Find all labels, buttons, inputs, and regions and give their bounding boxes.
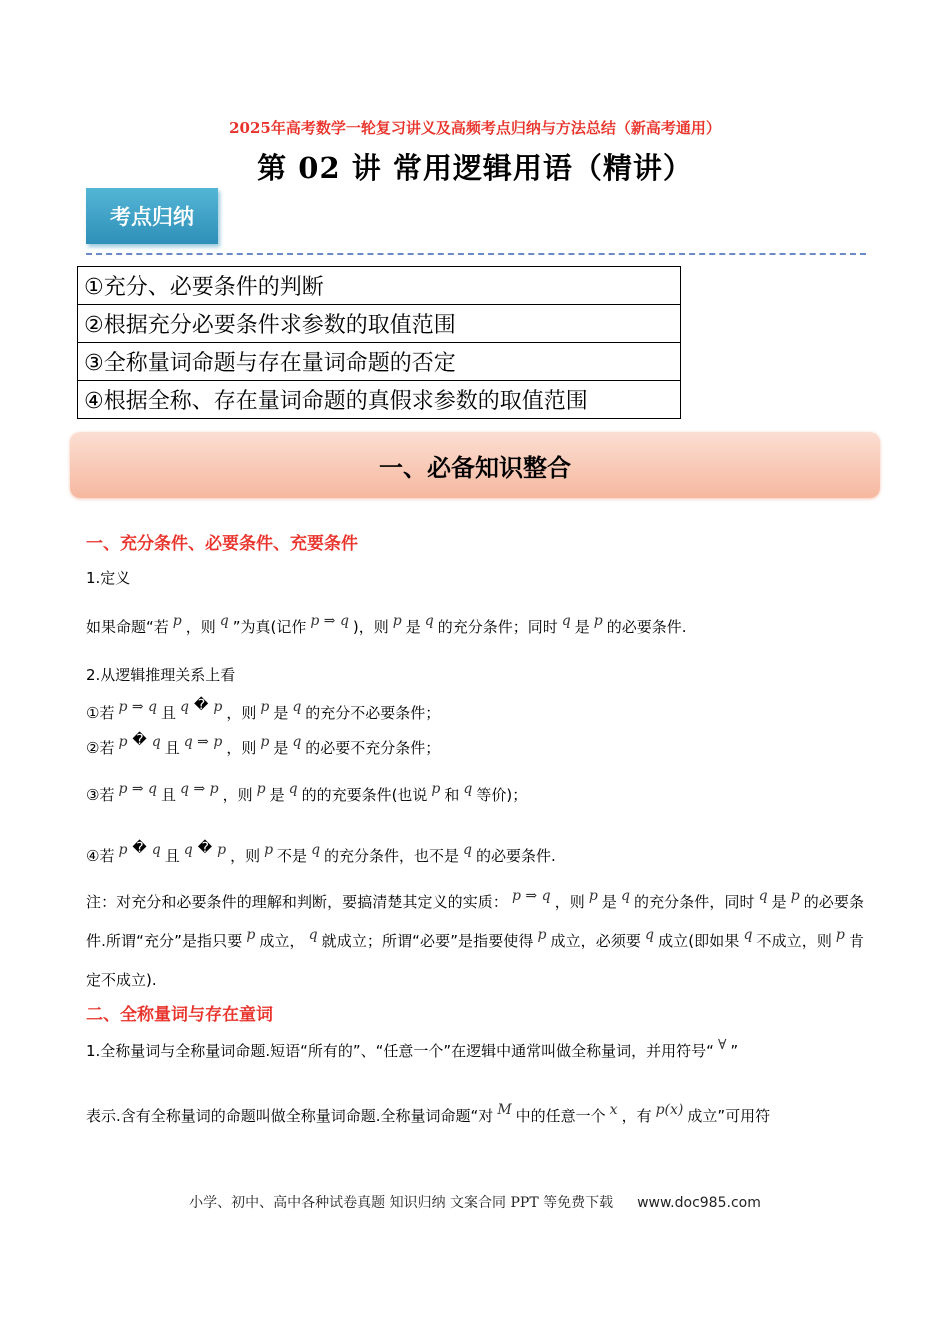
footer-link[interactable]: www.doc985.com bbox=[637, 1195, 761, 1211]
relation-item-3: ③若 p ⇒ q 且 q ⇒ p ，则 p 是 q 的的充要条件(也说 p 和 q 等价)； bbox=[86, 781, 528, 804]
topic-item-4: ④根据全称、存在量词命题的真假求参数的取值范围 bbox=[78, 381, 681, 419]
unknown-glyph: � bbox=[132, 840, 147, 856]
definition-line: 如果命题“若 p ，则 q ”为真(记作 p ⇒ q )，则 p 是 q 的充分条件；同时 q 是 p 的必要条件. bbox=[86, 613, 687, 636]
topic-item-1: ①充分、必要条件的判断 bbox=[78, 267, 681, 305]
unknown-glyph: � bbox=[197, 840, 213, 856]
forall-line-1: 1.全称量词与全称量词命题.短语“所有的”、“任意一个”在逻辑中通常叫做全称量词，并用符号“ ∀ ” bbox=[86, 1037, 739, 1060]
relation-item-2: ②若 p � q 且 q ⇒ p ，则 p 是 q 的必要不充分条件； bbox=[86, 732, 441, 757]
topic-badge: 考点归纳 bbox=[86, 188, 218, 244]
section-banner: 一、必备知识整合 bbox=[70, 432, 880, 498]
forall-line-2: 表示.含有全称量词的命题叫做全称量词命题.全称量词命题“对 M 中的任意一个 x ，有 p(x) 成立”可用符 bbox=[86, 1102, 771, 1125]
document-title: 第 02 讲 常用逻辑用语（精讲） bbox=[257, 151, 693, 185]
math-q: q bbox=[219, 613, 229, 629]
math-p: p bbox=[172, 613, 182, 629]
definition-title: 1.定义 bbox=[86, 569, 131, 587]
unknown-glyph: � bbox=[194, 697, 209, 713]
math-p-implies-q: p ⇒ q bbox=[310, 613, 349, 629]
section-heading-1: 一、充分条件、必要条件、充要条件 bbox=[86, 534, 358, 554]
unknown-glyph: � bbox=[132, 732, 147, 748]
topic-item-3: ③全称量词命题与存在量词命题的否定 bbox=[78, 343, 681, 381]
relation-item-1: ①若 p ⇒ q 且 q � p ，则 p 是 q 的充分不必要条件； bbox=[86, 697, 441, 722]
dashed-divider bbox=[86, 253, 866, 255]
note-paragraph: 注：对充分和必要条件的理解和判断，要搞清楚其定义的实质： p ⇒ q ，则 p 是 q 的充分条件，同时 q 是 p 的必要条件.所谓“充分”是指只要 p 成立， q 就成立；所谓“必要”是指要使得 p 成立，必须要 q 成立(即如果 q 不成立，则 p 肯定不成立). bbox=[86, 888, 864, 989]
forall-symbol: ∀ bbox=[717, 1037, 727, 1053]
section-heading-2: 二、全称量词与存在童词 bbox=[86, 1005, 273, 1025]
footer-text: 小学、初中、高中各种试卷真题 知识归纳 文案合同 PPT 等免费下载 bbox=[189, 1195, 614, 1211]
topics-table bbox=[77, 266, 681, 419]
relation-title: 2.从逻辑推理关系上看 bbox=[86, 666, 236, 684]
topic-item-2: ②根据充分必要条件求参数的取值范围 bbox=[78, 305, 681, 343]
document-subtitle: 2025年高考数学一轮复习讲义及高频考点归纳与方法总结（新高考通用） bbox=[229, 119, 721, 137]
page-footer bbox=[0, 1192, 950, 1212]
relation-item-4: ④若 p � q 且 q � p ，则 p 不是 q 的充分条件，也不是 q 的必要条件. bbox=[86, 840, 556, 865]
